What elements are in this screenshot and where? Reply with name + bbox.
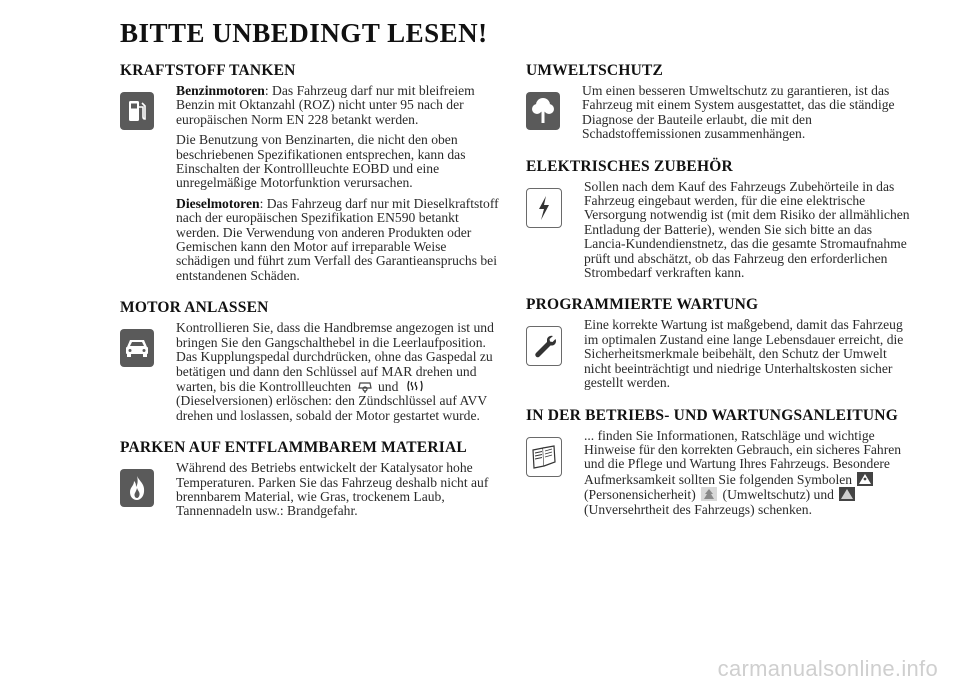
immobilizer-warning-icon: [357, 379, 373, 393]
personal-safety-icon: [857, 472, 873, 486]
fuel-diesel-text: : Das Fahrzeug darf nur mit Dieselkraftstoff nach der europäischen Spezifikation EN590 betankt werden. Die Verwendung von anderen Produkten oder Gemischen kann den Motor auf irreparable Weise schädigen und führt zum Verfall des Garantieanspruchs bei entstandenen Schäden.: [176, 195, 499, 283]
parking-heading: PARKEN AUF ENTFLAMMBAREM MATERIAL: [120, 439, 467, 457]
section-manual: [526, 407, 916, 523]
fuel-heading: KRAFTSTOFF TANKEN: [120, 62, 296, 79]
manual-text-c: (Umweltschutz) und: [722, 487, 834, 503]
section-parking: [120, 439, 502, 525]
car-icon: [120, 329, 154, 367]
engine-start-text-a: Kontrollieren Sie, dass die Handbremse angezogen ist und bringen Sie den Gangschalthebel in die Leerlaufposition. Das Kupplungspedal durchdrücken, ohne das Gaspedal zu betätigen und dann den Schlüssel auf MAR drehen und warten, bis die Kontrollleuchten: [176, 320, 494, 394]
electrical-text: Sollen nach dem Kauf des Fahrzeugs Zubehörteile in das Fahrzeug eingebaut werden, für die eine elektrische Versorgung notwendig ist (mit dem Risiko der allmählichen Entladung der Batterie), wenden Sie sich bitte an das Lancia-Kundendienstnetz, das die gesamte Stromaufnahme prüft und abschätzt, ob das Fahrzeug den erforderlichen Strombedarf verkraften kann.: [584, 178, 910, 281]
maintenance-text: Eine korrekte Wartung ist maßgebend, damit das Fahrzeug im optimalen Zustand eine lange Lebensdauer erreicht, die Sicherheitsmerkmale beibehält, den Schutz der Umwelt nicht beeinträchtigt und niedrige Unterhaltskosten sicher gestellt werden.: [584, 317, 904, 391]
wrench-icon: [526, 326, 562, 366]
maintenance-heading: PROGRAMMIERTE WARTUNG: [526, 296, 759, 314]
glow-plug-icon: [404, 379, 426, 393]
parking-text: Während des Betriebs entwickelt der Katalysator hohe Temperaturen. Parken Sie das Fahrzeug deshalb nicht auf brennbarem Material, wie Gras, trockenem Laub, Tannennadeln usw.: Brandgefahr.: [176, 460, 489, 519]
fuel-diesel-label: Dieselmotoren: [176, 195, 260, 211]
manual-heading: IN DER BETRIEBS- UND WARTUNGSANLEITUNG: [526, 406, 898, 424]
environment-symbol-icon: [701, 487, 717, 501]
electrical-heading: ELEKTRISCHES ZUBEHÖR: [526, 157, 733, 175]
lightning-icon: [526, 188, 562, 228]
engine-start-text-b: und: [377, 378, 399, 394]
left-column: [120, 62, 502, 535]
section-engine-start: [120, 299, 502, 429]
fuel-pump-icon: [120, 92, 154, 130]
fuel-petrol-text: : Das Fahrzeug darf nur mit bleifreiem Benzin mit Oktanzahl (ROZ) nicht unter 95 nach der europäischen Norm EN 228 betankt werden.: [176, 83, 475, 127]
section-fuel: [120, 62, 502, 289]
watermark: carmanualsonline.info: [717, 656, 938, 681]
engine-start-text-c: (Dieselversionen) erlöschen: den Zündschlüssel auf AVV drehen und loslassen, sobald der Motor gestartet wurde.: [176, 393, 487, 423]
section-electrical: [526, 158, 916, 287]
fuel-petrol-label: Benzinmotoren: [176, 83, 265, 98]
environment-text: Um einen besseren Umweltschutz zu garantieren, ist das Fahrzeug mit einem System ausgestattet, das die ständige Diagnose der Bauteile erlaubt, die mit den Schadstoffemissionen zusammenhängen.: [582, 83, 895, 142]
environment-heading: UMWELTSCHUTZ: [526, 62, 664, 79]
fuel-spec-text: Die Benutzung von Benzinarten, die nicht den oben beschriebenen Spezifikationen entsprechen, kann das Einschalten der Kontrollleuchte EOBD und eine unregelmäßige Motorfunktion verursachen.: [176, 132, 466, 191]
book-icon: [526, 437, 562, 477]
right-column: [526, 62, 916, 533]
section-environment: [526, 62, 916, 148]
manual-text-d: (Unversehrtheit des Fahrzeugs) schenken.: [584, 501, 812, 517]
tree-icon: [526, 92, 560, 130]
engine-start-heading: MOTOR ANLASSEN: [120, 299, 269, 317]
vehicle-integrity-icon: [839, 487, 855, 501]
flame-icon: [120, 469, 154, 507]
section-maintenance: [526, 296, 916, 396]
page-title: BITTE UNBEDINGT LESEN!: [120, 18, 488, 48]
manual-text-b: (Personensicherheit): [584, 487, 696, 503]
manual-text-a: ... finden Sie Informationen, Ratschläge und wichtige Hinweise für den korrekten Gebrauch, ein sicheres Fahren und die Pflege und Wartung Ihres Fahrzeugs. Besondere Aufmerksamkeit sollten Sie folgenden Symbolen: [584, 427, 902, 487]
